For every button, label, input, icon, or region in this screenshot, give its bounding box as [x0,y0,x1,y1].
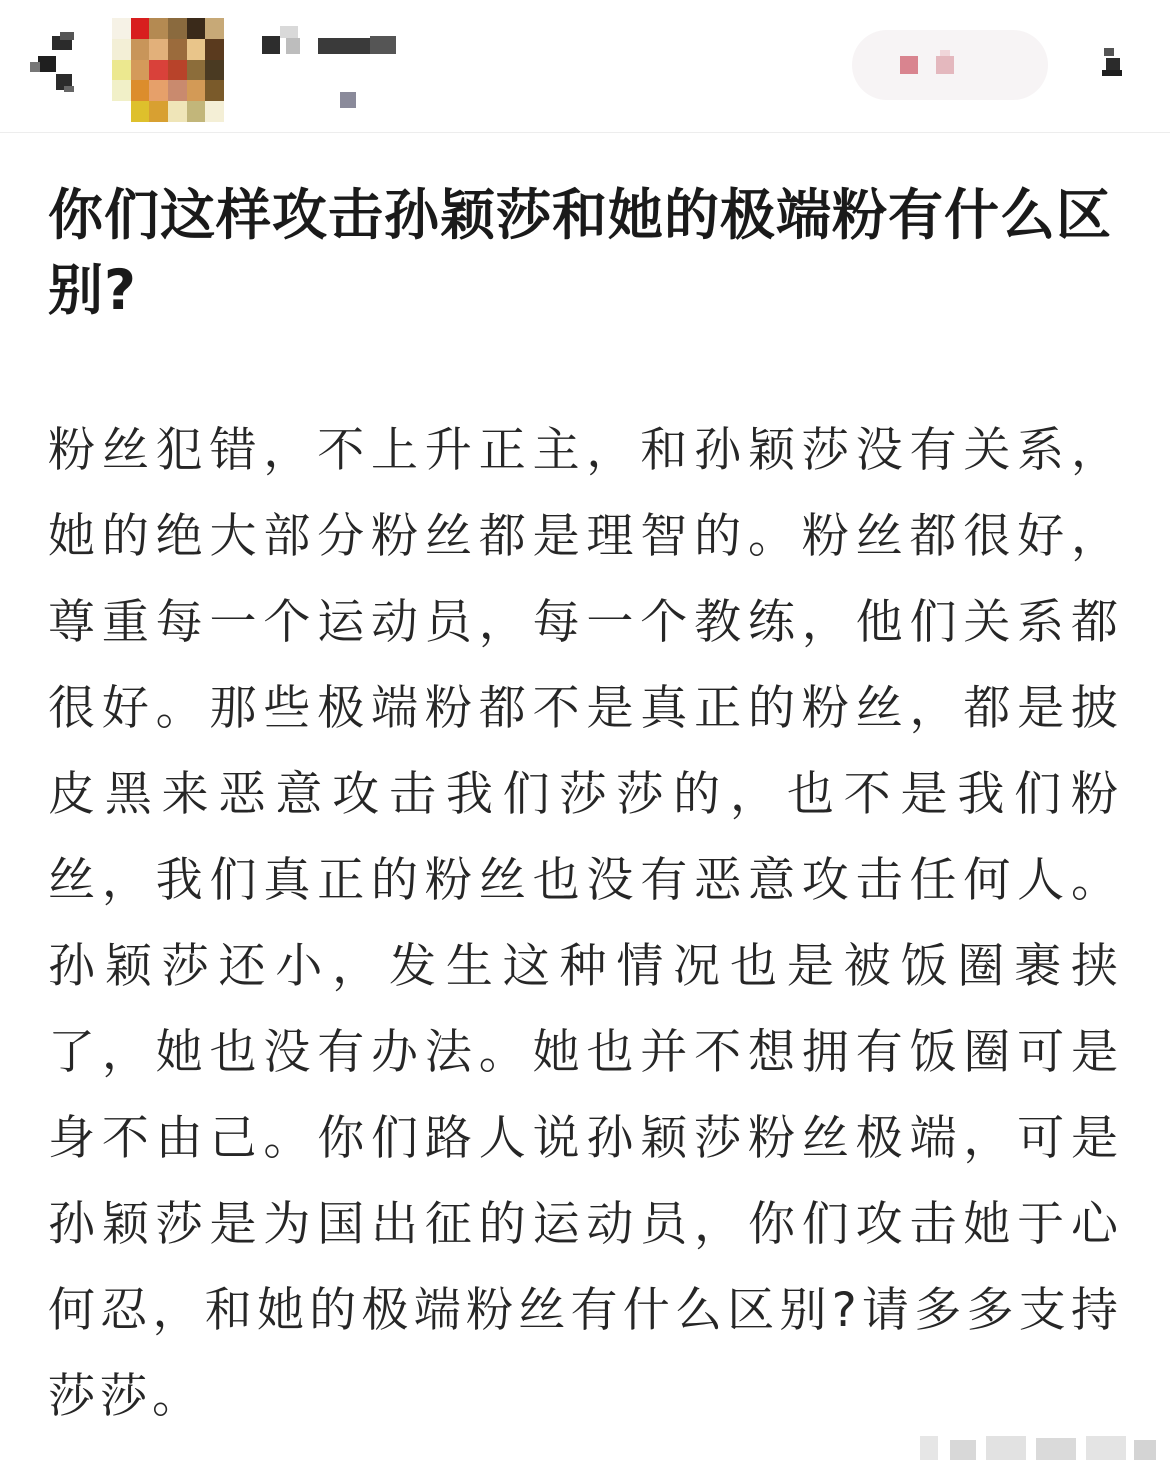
post-body: 粉丝犯错，不上升正主，和孙颖莎没有关系，她的绝大部分粉丝都是理智的。粉丝都很好，尊重每一个运动员，每一个教练，他们关系都很好。那些极端粉都不是真正的粉丝，都是披皮黑来恶意攻击我们莎莎的，也不是我们粉丝，我们真正的粉丝也没有恶意攻击任何人。孙颖莎还小，发生这种情况也是被饭圈裹挟了，她也没有办法。她也并不想拥有饭圈可是身不由己。你们路人说孙颖莎粉丝极端，可是孙颖莎是为国出征的运动员，你们攻击她于心何忍，和她的极端粉丝有什么区别?请多多支持莎莎。 [48,423,1123,1424]
post-title: 你们这样攻击孙颖莎和她的极端粉有什么区别? [48,183,1113,322]
avatar[interactable] [112,18,224,122]
back-button[interactable] [30,30,82,94]
watermark-obscured [920,1436,1160,1464]
more-button[interactable] [1092,44,1132,84]
more-icon [1092,44,1132,84]
back-arrow-icon [30,30,82,94]
top-bar [0,0,1170,133]
username-obscured [262,26,412,116]
follow-button[interactable] [852,30,1048,100]
